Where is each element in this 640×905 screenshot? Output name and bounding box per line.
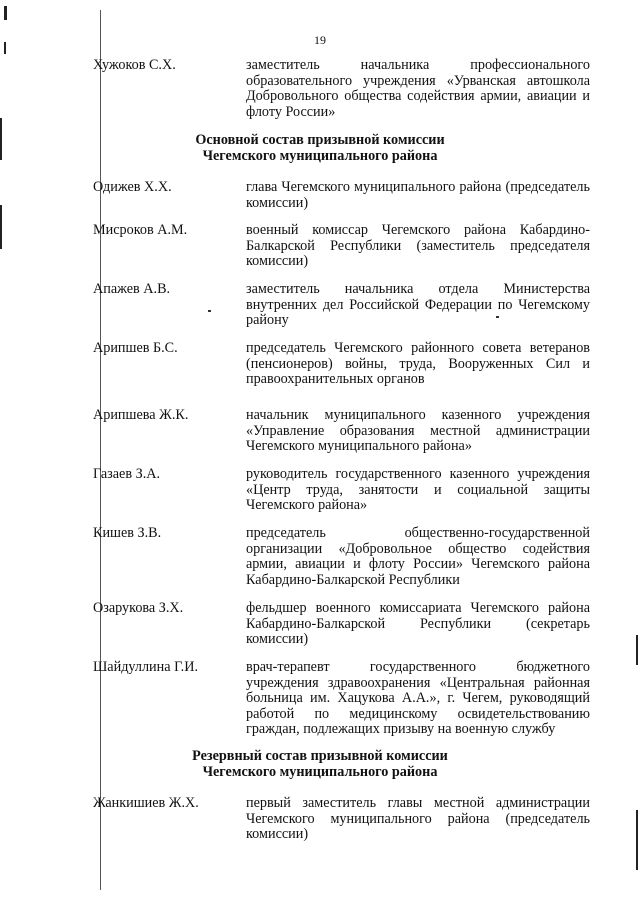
member-role: первый заместитель главы местной администрации Чегемского муниципального района (председатель комиссии): [246, 795, 590, 843]
scan-mark: [636, 635, 638, 665]
member-role: заместитель начальника отдела Министерства внутренних дел Российской Федерации по Чегемскому району: [246, 281, 590, 329]
scan-mark: [636, 810, 638, 870]
scan-mark: [0, 205, 2, 249]
member-name: Шайдуллина Г.И.: [93, 659, 199, 675]
member-role: начальник муниципального казенного учреждения «Управление образования местной администрации Чегемского муниципального района»: [246, 407, 590, 455]
member-name: Апажев А.В.: [93, 281, 171, 297]
scan-mark: [4, 6, 7, 20]
reserve-heading-line1: Резервный состав призывной комиссии: [192, 748, 448, 764]
reserve-heading-line2: Чегемского муниципального района: [202, 764, 438, 780]
member-name: Арипшева Ж.К.: [93, 407, 189, 423]
member-role: председатель Чегемского районного совета ветеранов (пенсионеров) войны, труда, Вооруженных Сил и правоохранительных органов: [246, 340, 590, 388]
member-role: военный комиссар Чегемского района Кабардино-Балкарской Республики (заместитель председателя комиссии): [246, 222, 590, 270]
member-name: Кишев З.В.: [93, 525, 162, 541]
main-heading-line1: Основной состав призывной комиссии: [195, 132, 445, 148]
main-heading-line2: Чегемского муниципального района: [202, 148, 438, 164]
page-number: 19: [314, 33, 326, 47]
member-name: Арипшев Б.С.: [93, 340, 178, 356]
member-name: Озарукова З.Х.: [93, 600, 184, 616]
member-name: Одижев Х.Х.: [93, 179, 172, 195]
member-name: Хужоков С.Х.: [93, 57, 176, 73]
member-name: Жанкишиев Ж.Х.: [93, 795, 199, 811]
member-role: заместитель начальника профессионального образовательного учреждения «Урванская автошкола Добровольного общества содействия армии, авиации и флоту России»: [246, 57, 590, 120]
member-name: Газаев З.А.: [93, 466, 161, 482]
member-role: глава Чегемского муниципального района (председатель комиссии): [246, 179, 590, 211]
member-role: председатель общественно-государственной организации «Добровольное общество содействия армии, авиации и флоту России» Чегемского района Кабардино-Балкарской Республики: [246, 525, 590, 588]
member-role: врач-терапевт государственного бюджетного учреждения здравоохранения «Центральная районная больница им. Хацукова А.А.», г. Чегем, руководящий работой по медицинскому освидетельствованию граждан, подлежащих призыву на военную службу: [246, 659, 590, 738]
member-role: руководитель государственного казенного учреждения «Центр труда, занятости и социальной защиты Чегемского района»: [246, 466, 590, 514]
scan-speck: [208, 310, 211, 312]
member-role: фельдшер военного комиссариата Чегемского района Кабардино-Балкарской Республики (секретарь комиссии): [246, 600, 590, 648]
member-name: Мисроков А.М.: [93, 222, 188, 238]
